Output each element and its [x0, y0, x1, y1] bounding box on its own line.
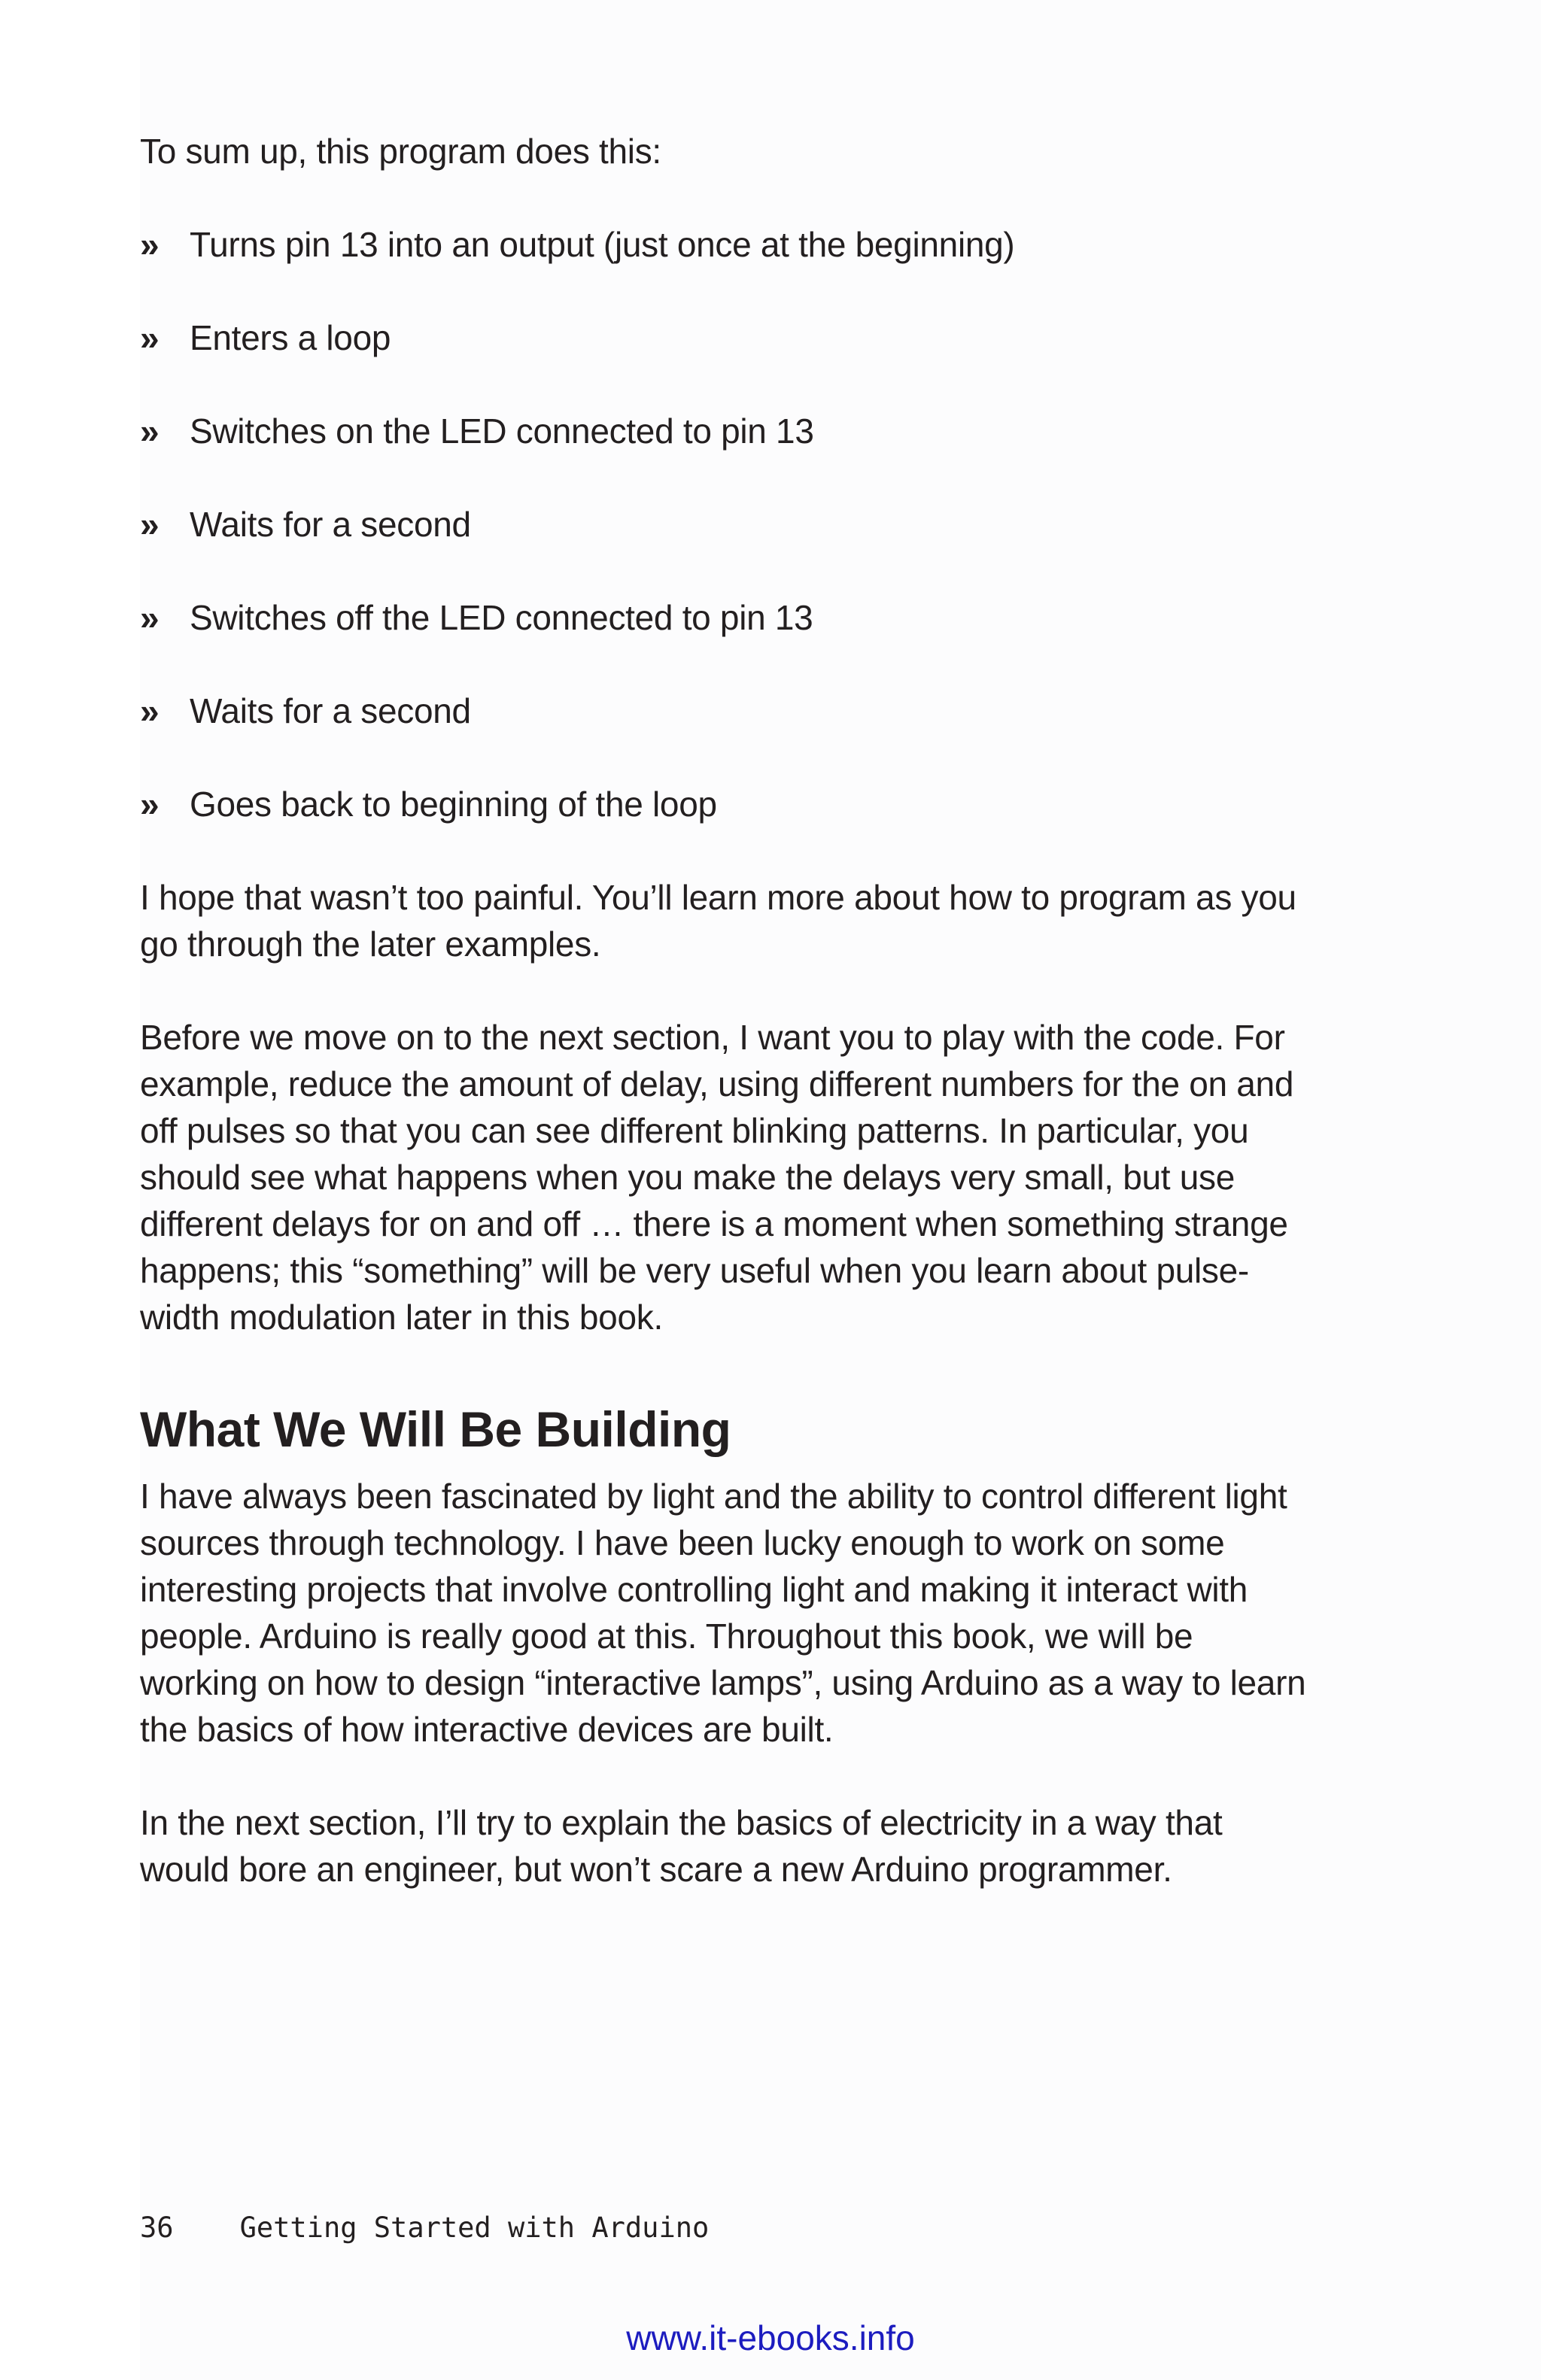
- page-footer: [140, 2212, 709, 2245]
- double-chevron-icon: »: [140, 225, 152, 264]
- double-chevron-icon: »: [140, 505, 152, 544]
- list-item-text: Goes back to beginning of the loop: [190, 785, 717, 824]
- list-item: [140, 688, 1314, 734]
- list-item: [140, 594, 1314, 641]
- paragraph-fascinated: I have always been fascinated by light and the ability to control different light sources through technology. I have been lucky enough to work on some interesting projects that involve controlling light and making it interact with people. Arduino is really good at this. Throughout this book, we will be working on how to design “interactive lamps”, using Arduino as a way to learn the basics of how interactive devices are built.: [140, 1477, 1306, 1749]
- page-number: 36: [140, 2212, 174, 2244]
- double-chevron-icon: »: [140, 785, 152, 824]
- paragraph-next-section: In the next section, I’ll try to explain the basics of electricity in a way that would bore an engineer, but won’t scare a new Arduino programmer.: [140, 1803, 1223, 1889]
- intro-text: To sum up, this program does this:: [140, 132, 661, 171]
- summary-list: [140, 221, 1314, 827]
- watermark-link[interactable]: www.it-ebooks.info: [626, 2318, 915, 2357]
- book-title: Getting Started with Arduino: [239, 2212, 710, 2244]
- list-item: [140, 408, 1314, 454]
- double-chevron-icon: »: [140, 318, 152, 357]
- list-item-text: Enters a loop: [190, 318, 391, 357]
- list-item: [140, 781, 1314, 827]
- list-item-text: Switches on the LED connected to pin 13: [190, 411, 814, 451]
- list-item-text: Waits for a second: [190, 505, 471, 544]
- list-item-text: Waits for a second: [190, 691, 471, 730]
- paragraph-play-with-code: Before we move on to the next section, I want you to play with the code. For example, reduce the amount of delay, using different numbers for the on and off pulses so that you can see different blinking patterns. In particular, you should see what happens when you make the delays very small, but use different delays for on and off … there is a moment when something strange happens; this “something” will be very useful when you learn about pulse-width modulation later in this book.: [140, 1018, 1294, 1337]
- page-body: [140, 128, 1314, 1893]
- section-heading: What We Will Be Building: [140, 1401, 731, 1457]
- paragraph-hope: I hope that wasn’t too painful. You’ll learn more about how to program as you go through the later examples.: [140, 878, 1296, 964]
- list-item: [140, 314, 1314, 361]
- list-item-text: Turns pin 13 into an output (just once at the beginning): [190, 225, 1015, 264]
- double-chevron-icon: »: [140, 598, 152, 637]
- list-item: [140, 501, 1314, 548]
- double-chevron-icon: »: [140, 691, 152, 730]
- list-item-text: Switches off the LED connected to pin 13: [190, 598, 813, 637]
- list-item: [140, 221, 1314, 268]
- double-chevron-icon: »: [140, 411, 152, 451]
